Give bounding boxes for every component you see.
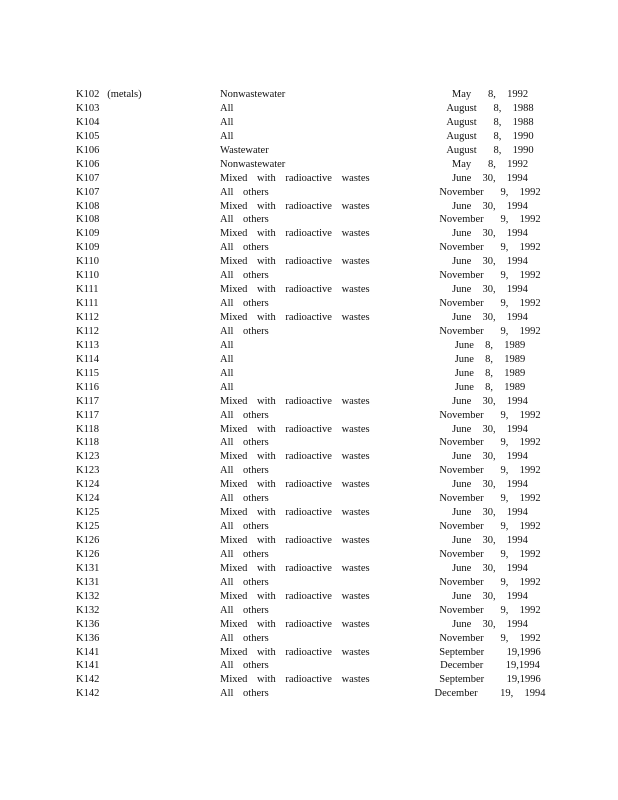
waste-code-cell: K108 (76, 200, 100, 212)
waste-code-cell: K107 (76, 186, 100, 198)
effective-date-cell: November 9, 1992 (439, 409, 541, 421)
waste-code-cell: K113 (76, 339, 99, 351)
waste-code-cell: K112 (76, 325, 99, 337)
table-row (76, 534, 546, 548)
effective-date-cell: December 19,1994 (440, 660, 540, 672)
table-row (76, 130, 546, 144)
waste-subcategory-cell: All others (220, 437, 269, 449)
table-row (76, 450, 546, 464)
waste-subcategory-cell: All others (220, 409, 269, 421)
waste-subcategory-cell: Mixed with radioactive wastes (220, 590, 370, 602)
effective-date-cell: September 19,1996 (439, 674, 541, 686)
effective-date-cell: November 9, 1992 (439, 465, 541, 477)
waste-subcategory-cell: Mixed with radioactive wastes (220, 395, 370, 407)
effective-date-cell: June 8, 1989 (454, 367, 526, 379)
waste-code-cell: K118 (76, 437, 99, 449)
waste-code-cell: K132 (76, 590, 100, 602)
table-row (76, 102, 546, 116)
waste-code-cell: K108 (76, 214, 100, 226)
waste-subcategory-cell: Wastewater (220, 144, 269, 156)
effective-date-cell: November 9, 1992 (439, 298, 541, 310)
effective-date-cell: June 30, 1994 (452, 535, 528, 546)
table-row (76, 283, 546, 297)
effective-date-cell: November 9, 1992 (439, 214, 541, 226)
table-row (76, 144, 546, 158)
waste-code-cell: K126 (76, 535, 100, 546)
table-row (76, 548, 546, 562)
waste-code-cell: K109 (76, 228, 100, 240)
waste-code-cell: K110 (76, 270, 99, 282)
effective-date-cell: August 8, 1988 (446, 116, 534, 128)
waste-code-cell: K131 (76, 576, 100, 588)
table-row (76, 562, 546, 576)
effective-date-cell: November 9, 1992 (439, 186, 541, 198)
waste-code-cell: K118 (76, 423, 99, 435)
table-row (76, 269, 546, 283)
waste-subcategory-cell: All (220, 339, 234, 351)
waste-subcategory-cell: Mixed with radioactive wastes (220, 674, 370, 686)
table-row (76, 632, 546, 646)
waste-code-cell: K141 (76, 660, 100, 672)
waste-code-cell: K111 (76, 298, 99, 310)
table-row (76, 297, 546, 311)
waste-subcategory-cell: Mixed with radioactive wastes (220, 507, 370, 519)
effective-date-cell: November 9, 1992 (439, 493, 541, 505)
waste-subcategory-cell: All (220, 353, 234, 365)
effective-date-cell: November 9, 1992 (439, 270, 541, 282)
waste-subcategory-cell: Mixed with radioactive wastes (220, 256, 370, 268)
waste-subcategory-cell: Nonwastewater (220, 158, 286, 170)
waste-subcategory-cell: All (220, 102, 234, 114)
waste-code-table (76, 88, 546, 701)
waste-subcategory-cell: All (220, 130, 234, 142)
table-row (76, 213, 546, 227)
waste-code-cell: K106 (76, 158, 100, 170)
table-row (76, 604, 546, 618)
effective-date-cell: June 30, 1994 (452, 562, 528, 574)
table-row (76, 646, 546, 660)
effective-date-cell: November 9, 1992 (439, 548, 541, 560)
waste-subcategory-cell: All others (220, 465, 269, 477)
effective-date-cell: June 30, 1994 (452, 284, 528, 296)
waste-subcategory-cell: All others (220, 186, 269, 198)
table-row (76, 673, 546, 687)
effective-date-cell: June 30, 1994 (452, 451, 528, 463)
waste-code-cell: K124 (76, 479, 100, 491)
table-row (76, 436, 546, 450)
waste-code-cell: K114 (76, 353, 99, 365)
table-row (76, 172, 546, 186)
waste-code-cell: K136 (76, 618, 100, 630)
waste-subcategory-cell: Mixed with radioactive wastes (220, 172, 370, 184)
table-row (76, 325, 546, 339)
waste-code-cell: K136 (76, 632, 100, 644)
waste-code-cell: K142 (76, 688, 100, 700)
effective-date-cell: June 30, 1994 (452, 423, 528, 435)
waste-subcategory-cell: All others (220, 548, 269, 560)
waste-subcategory-cell: All (220, 367, 234, 379)
effective-date-cell: June 30, 1994 (452, 395, 528, 407)
waste-subcategory-cell: All others (220, 270, 269, 282)
table-row (76, 158, 546, 172)
effective-date-cell: November 9, 1992 (439, 325, 541, 337)
waste-code-cell: K104 (76, 116, 100, 128)
waste-code-cell: K111 (76, 284, 99, 296)
table-row (76, 506, 546, 520)
waste-subcategory-cell: Mixed with radioactive wastes (220, 423, 370, 435)
table-row (76, 186, 546, 200)
waste-code-cell: K126 (76, 548, 100, 560)
effective-date-cell: May 8, 1992 (451, 158, 529, 170)
effective-date-cell: August 8, 1990 (446, 144, 534, 156)
waste-subcategory-cell: All others (220, 325, 269, 337)
effective-date-cell: August 8, 1990 (446, 130, 534, 142)
waste-code-cell: K125 (76, 507, 100, 519)
table-row (76, 520, 546, 534)
table-row (76, 576, 546, 590)
table-row (76, 492, 546, 506)
waste-subcategory-cell: Nonwastewater (220, 89, 286, 100)
waste-subcategory-cell: All others (220, 493, 269, 505)
effective-date-cell: June 8, 1989 (454, 339, 526, 351)
waste-subcategory-cell: Mixed with radioactive wastes (220, 284, 370, 296)
effective-date-cell: November 9, 1992 (439, 632, 541, 644)
table-row (76, 353, 546, 367)
effective-date-cell: June 30, 1994 (452, 172, 528, 184)
table-row (76, 409, 546, 423)
waste-subcategory-cell: All (220, 381, 234, 393)
effective-date-cell: June 30, 1994 (452, 256, 528, 268)
waste-code-cell: K112 (76, 312, 99, 323)
waste-subcategory-cell: Mixed with radioactive wastes (220, 646, 370, 658)
waste-code-cell: K125 (76, 521, 100, 533)
waste-code-cell: K117 (76, 395, 99, 407)
waste-code-cell: K117 (76, 409, 99, 421)
waste-code-cell: K123 (76, 465, 100, 477)
effective-date-cell: November 9, 1992 (439, 437, 541, 449)
waste-code-cell: K142 (76, 674, 100, 686)
waste-code-cell: K124 (76, 493, 100, 505)
table-row (76, 311, 546, 325)
waste-subcategory-cell: All others (220, 214, 269, 226)
waste-subcategory-cell: Mixed with radioactive wastes (220, 479, 370, 491)
table-row (76, 381, 546, 395)
table-row (76, 200, 546, 214)
table-row (76, 423, 546, 437)
effective-date-cell: June 30, 1994 (452, 507, 528, 519)
waste-subcategory-cell: Mixed with radioactive wastes (220, 228, 370, 240)
waste-code-cell: K123 (76, 451, 100, 463)
waste-code-cell: K116 (76, 381, 99, 393)
waste-subcategory-cell: All others (220, 576, 269, 588)
table-row (76, 659, 546, 673)
waste-subcategory-cell: All others (220, 242, 269, 254)
waste-subcategory-cell: All others (220, 604, 269, 616)
waste-subcategory-cell: All others (220, 521, 269, 533)
waste-code-cell: K115 (76, 367, 99, 379)
table-row (76, 618, 546, 632)
waste-subcategory-cell: All others (220, 688, 269, 700)
effective-date-cell: August 8, 1988 (446, 102, 534, 114)
waste-code-cell: K110 (76, 256, 99, 268)
waste-subcategory-cell: Mixed with radioactive wastes (220, 535, 370, 546)
waste-subcategory-cell: All others (220, 298, 269, 310)
effective-date-cell: September 19,1996 (439, 646, 541, 658)
waste-code-cell: K103 (76, 102, 100, 114)
waste-code-cell: K107 (76, 172, 100, 184)
effective-date-cell: November 9, 1992 (439, 604, 541, 616)
effective-date-cell: June 8, 1989 (454, 353, 526, 365)
table-row (76, 590, 546, 604)
waste-subcategory-cell: Mixed with radioactive wastes (220, 562, 370, 574)
waste-code-cell: K131 (76, 562, 100, 574)
table-row (76, 687, 546, 701)
waste-subcategory-cell: Mixed with radioactive wastes (220, 200, 370, 212)
effective-date-cell: November 9, 1992 (439, 521, 541, 533)
effective-date-cell: November 9, 1992 (439, 242, 541, 254)
waste-code-cell: K141 (76, 646, 100, 658)
table-row (76, 478, 546, 492)
table-row (76, 464, 546, 478)
waste-subcategory-cell: Mixed with radioactive wastes (220, 451, 370, 463)
effective-date-cell: November 9, 1992 (439, 576, 541, 588)
effective-date-cell: June 30, 1994 (452, 312, 528, 323)
effective-date-cell: June 30, 1994 (452, 479, 528, 491)
table-row (76, 395, 546, 409)
effective-date-cell: December 19, 1994 (434, 688, 546, 700)
table-row (76, 241, 546, 255)
table-row (76, 88, 546, 102)
waste-subcategory-cell: All others (220, 660, 269, 672)
waste-code-cell: K106 (76, 144, 100, 156)
effective-date-cell: May 8, 1992 (451, 89, 529, 100)
waste-code-cell: K102 (metals) (76, 89, 142, 100)
effective-date-cell: June 30, 1994 (452, 618, 528, 630)
waste-code-cell: K109 (76, 242, 100, 254)
table-row (76, 227, 546, 241)
table-row (76, 255, 546, 269)
effective-date-cell: June 30, 1994 (452, 590, 528, 602)
effective-date-cell: June 8, 1989 (454, 381, 526, 393)
table-row (76, 339, 546, 353)
effective-date-cell: June 30, 1994 (452, 228, 528, 240)
effective-date-cell: June 30, 1994 (452, 200, 528, 212)
waste-subcategory-cell: All (220, 116, 234, 128)
waste-code-cell: K105 (76, 130, 100, 142)
waste-subcategory-cell: Mixed with radioactive wastes (220, 618, 370, 630)
waste-code-cell: K132 (76, 604, 100, 616)
table-row (76, 367, 546, 381)
waste-subcategory-cell: Mixed with radioactive wastes (220, 312, 370, 323)
waste-subcategory-cell: All others (220, 632, 269, 644)
table-row (76, 116, 546, 130)
